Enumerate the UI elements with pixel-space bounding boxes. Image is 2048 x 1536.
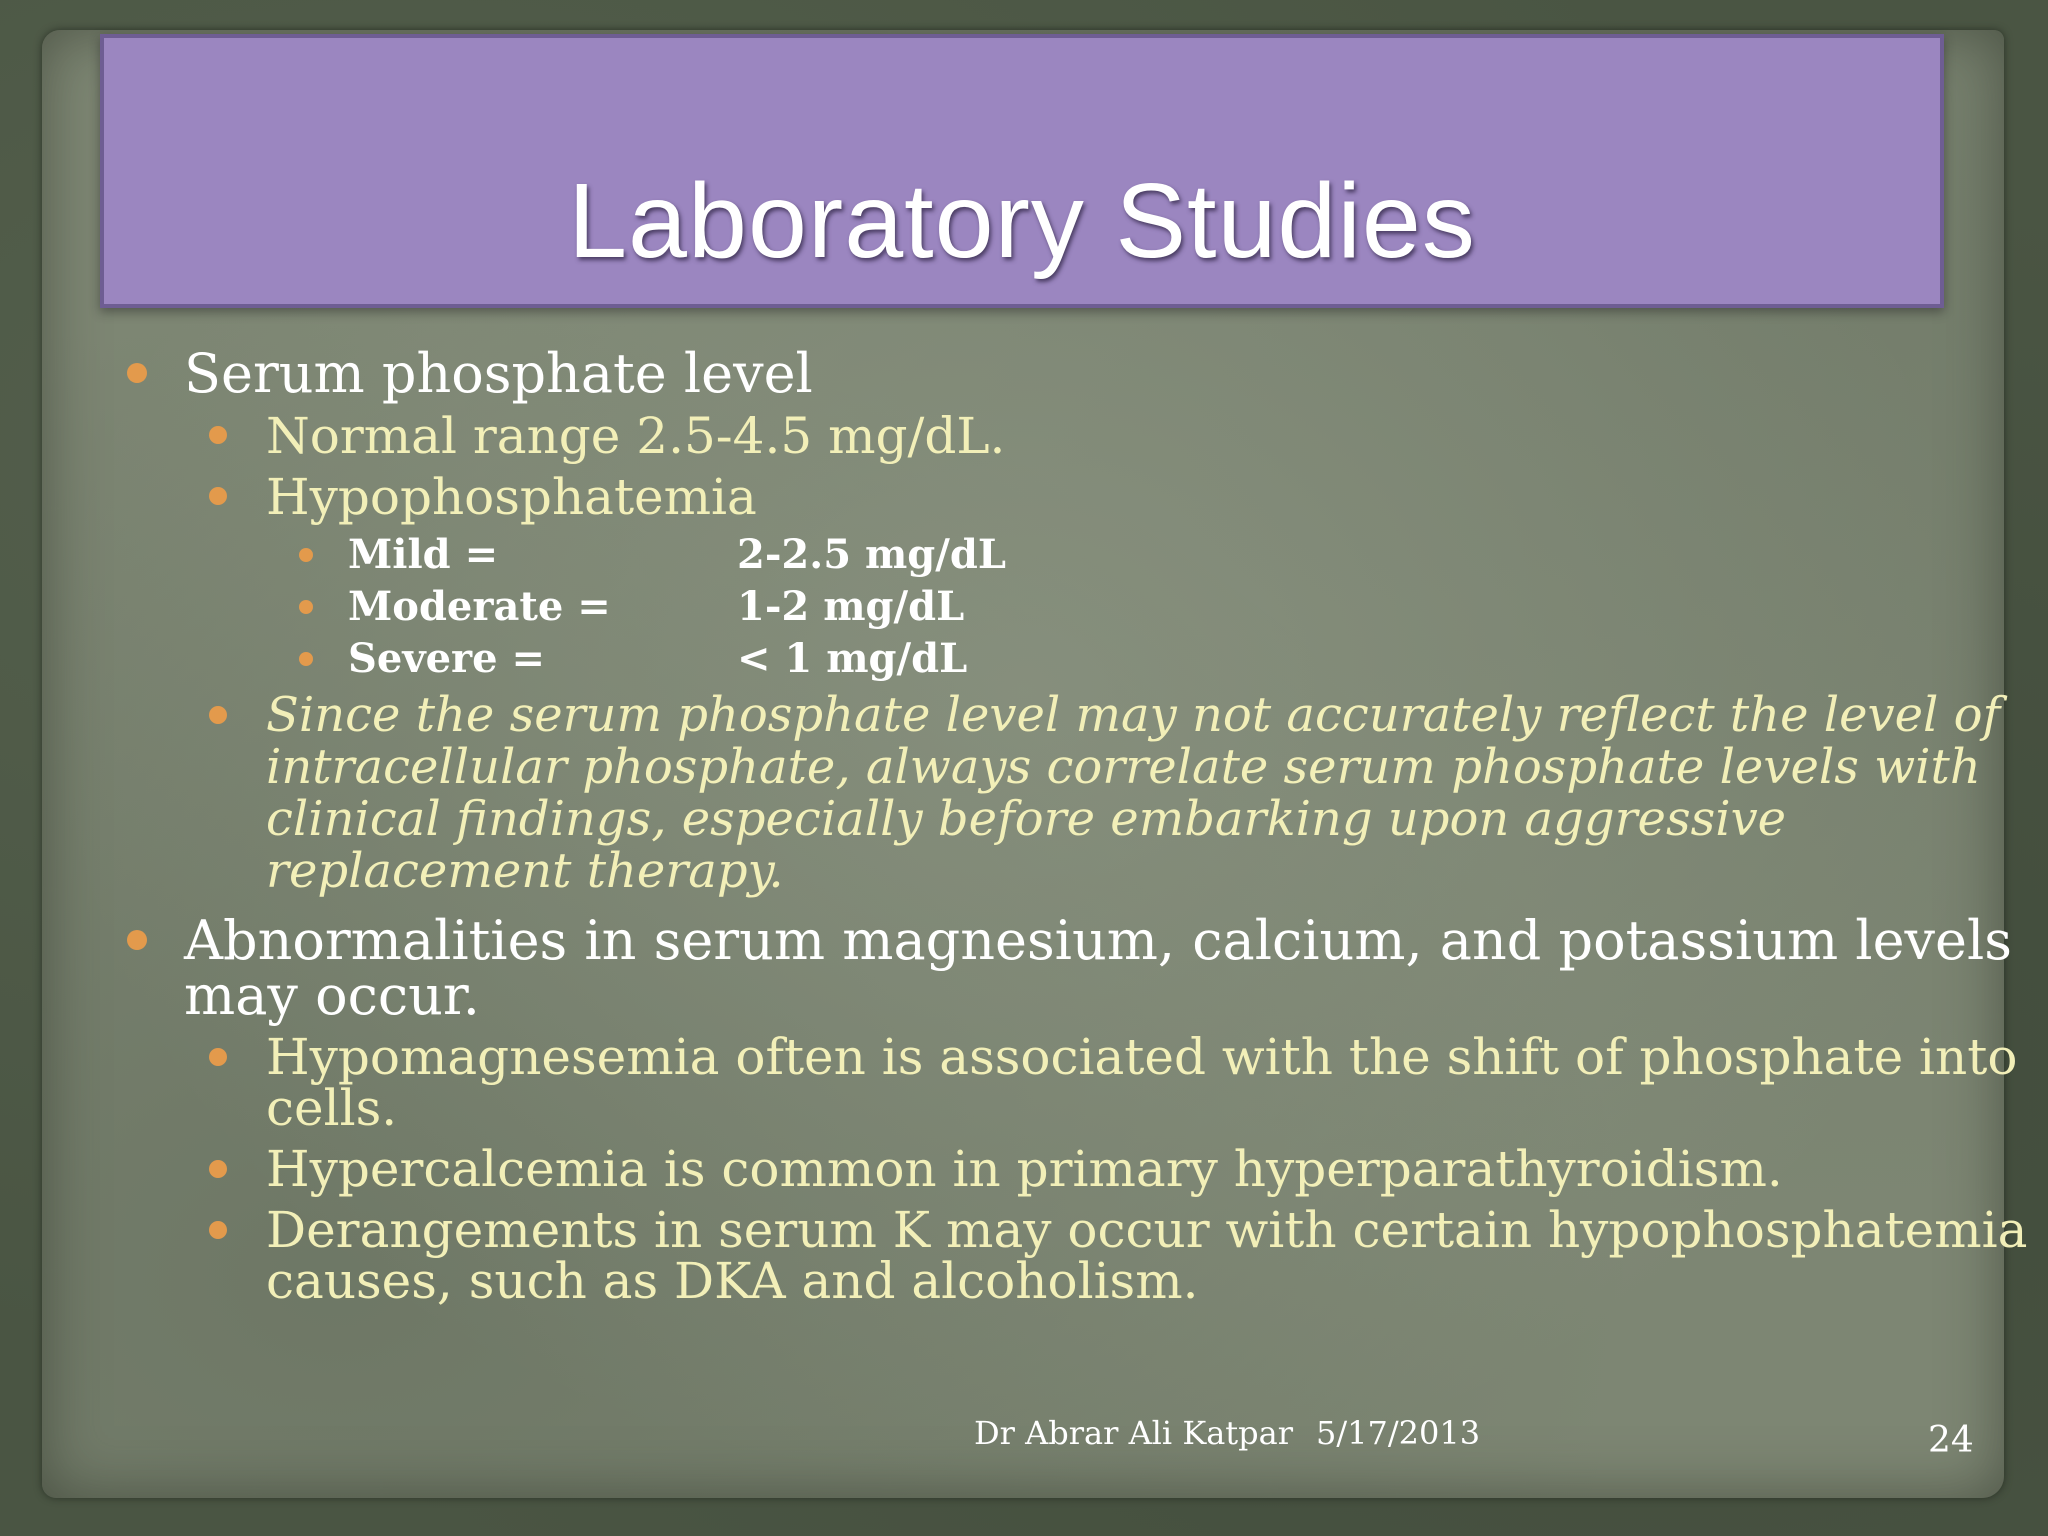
bullet-normal-range: Normal range 2.5-4.5 mg/dL.: [266, 407, 1006, 465]
bullet-correlation-note-line3: clinical findings, especially before embarking upon aggressive: [266, 791, 1787, 847]
bullet-dot: [209, 487, 227, 505]
severity-moderate-label: Moderate =: [348, 583, 611, 630]
bullet-dot: [209, 1221, 227, 1239]
bullet-correlation-note-line4: replacement therapy.: [266, 843, 784, 899]
bullet-hypophosphatemia: Hypophosphatemia: [266, 468, 757, 526]
bullet-correlation-note-line2: intracellular phosphate, always correlate serum phosphate levels with: [266, 739, 1981, 795]
bullet-dot: [127, 363, 147, 383]
slide-title: Laboratory Studies: [568, 162, 1476, 280]
bullet-dot: [299, 600, 313, 614]
bullet-dot: [209, 426, 227, 444]
bullet-hypomagnesemia-line2: cells.: [266, 1079, 398, 1137]
bullet-dot: [299, 652, 313, 666]
bullet-abnormalities-line2: may occur.: [184, 964, 480, 1027]
severity-moderate-value: 1-2 mg/dL: [737, 583, 965, 630]
bullet-dot: [299, 548, 313, 562]
footer-date: 5/17/2013: [1316, 1414, 1481, 1452]
severity-severe-value: < 1 mg/dL: [737, 635, 968, 682]
bullet-hypomagnesemia-line1: Hypomagnesemia often is associated with the shift of phosphate into: [266, 1028, 2018, 1086]
slide-page-number: 24: [1928, 1420, 1974, 1461]
bullet-dot: [127, 930, 147, 950]
bullet-abnormalities-line1: Abnormalities in serum magnesium, calcium, and potassium levels: [184, 909, 2012, 972]
severity-mild-label: Mild =: [348, 531, 499, 578]
bullet-correlation-note-line1: Since the serum phosphate level may not accurately reflect the level of: [266, 687, 2001, 743]
bullet-dot: [209, 1160, 227, 1178]
severity-severe-label: Severe =: [348, 635, 545, 682]
bullet-derangements-line2: causes, such as DKA and alcoholism.: [266, 1252, 1199, 1310]
bullet-hypercalcemia: Hypercalcemia is common in primary hyperparathyroidism.: [266, 1140, 1783, 1198]
bullet-dot: [209, 1048, 227, 1066]
bullet-serum-phosphate: Serum phosphate level: [184, 342, 813, 405]
severity-mild-value: 2-2.5 mg/dL: [737, 531, 1006, 578]
bullet-derangements-line1: Derangements in serum K may occur with certain hypophosphatemia: [266, 1201, 2028, 1259]
bullet-dot: [209, 706, 227, 724]
footer-author: Dr Abrar Ali Katpar: [974, 1414, 1294, 1452]
